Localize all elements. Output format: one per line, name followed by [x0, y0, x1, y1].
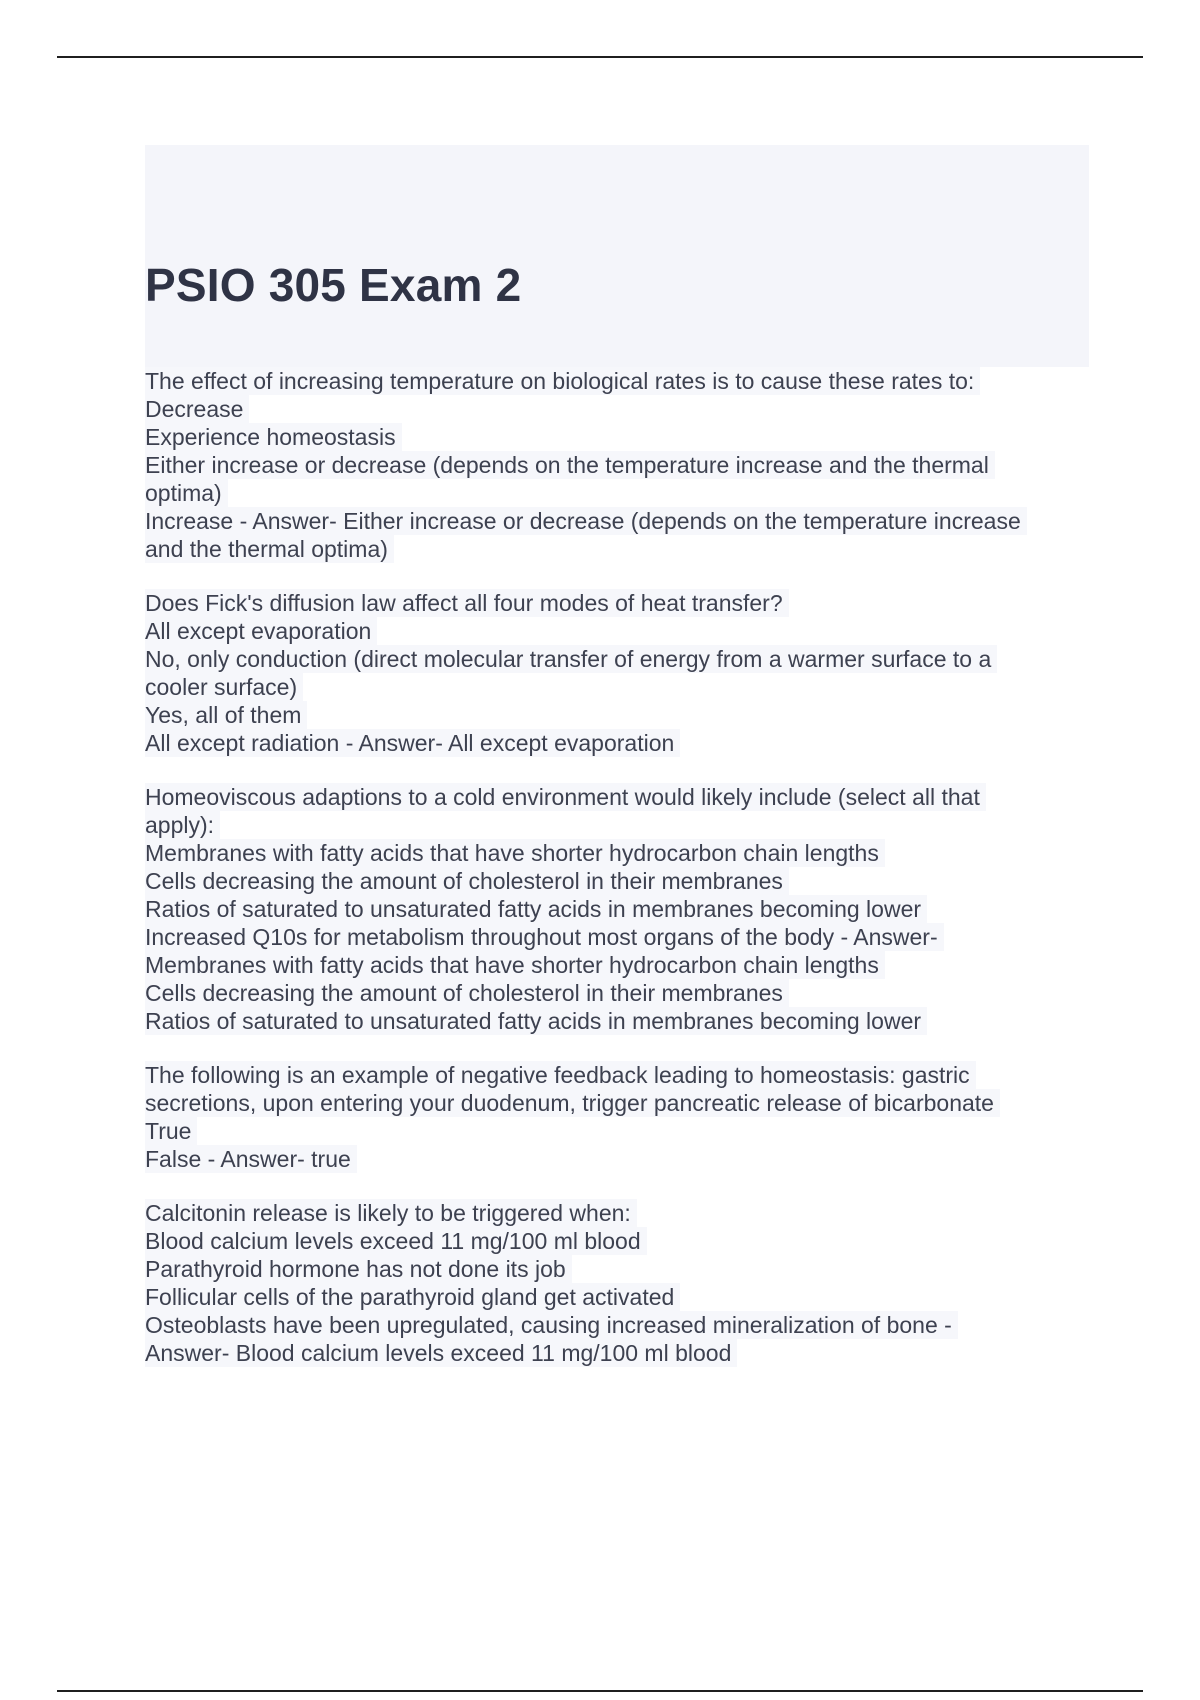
- answer-option: No, only conduction (direct molecular transfer of energy from a warmer surface to a: [145, 645, 997, 673]
- question-text: Homeoviscous adaptions to a cold environment would likely include (select all that: [145, 783, 986, 811]
- answer-option: cooler surface): [145, 673, 303, 701]
- answer-option: Cells decreasing the amount of cholesterol in their membranes: [145, 867, 789, 895]
- answer-option: Blood calcium levels exceed 11 mg/100 ml blood: [145, 1227, 647, 1255]
- answer-option: Experience homeostasis: [145, 423, 402, 451]
- question-text: Calcitonin release is likely to be triggered when:: [145, 1199, 637, 1227]
- question-block: [145, 1199, 1095, 1367]
- question-text: Does Fick's diffusion law affect all four modes of heat transfer?: [145, 589, 789, 617]
- answer-option: All except evaporation: [145, 617, 377, 645]
- answer-option: optima): [145, 479, 228, 507]
- answer-key: Membranes with fatty acids that have shorter hydrocarbon chain lengths: [145, 951, 885, 979]
- question-text: secretions, upon entering your duodenum, trigger pancreatic release of bicarbonate: [145, 1089, 1000, 1117]
- answer-key: False - Answer- true: [145, 1145, 357, 1173]
- question-text: The following is an example of negative feedback leading to homeostasis: gastric: [145, 1061, 976, 1089]
- question-text: The effect of increasing temperature on biological rates is to cause these rates to:: [145, 367, 980, 395]
- question-text: apply):: [145, 811, 220, 839]
- answer-key: and the thermal optima): [145, 535, 394, 563]
- answer-option: Decrease: [145, 395, 249, 423]
- answer-key: Ratios of saturated to unsaturated fatty acids in membranes becoming lower: [145, 1007, 927, 1035]
- question-block: [145, 1061, 1095, 1173]
- document-title: PSIO 305 Exam 2: [145, 259, 522, 311]
- answer-option: True: [145, 1117, 197, 1145]
- answer-option: Osteoblasts have been upregulated, causing increased mineralization of bone -: [145, 1311, 958, 1339]
- question-block: [145, 367, 1095, 563]
- answer-option: Yes, all of them: [145, 701, 307, 729]
- answer-key: Cells decreasing the amount of cholesterol in their membranes: [145, 979, 789, 1007]
- answer-option: Either increase or decrease (depends on the temperature increase and the thermal: [145, 451, 995, 479]
- question-block: [145, 783, 1095, 1035]
- answer-option: Ratios of saturated to unsaturated fatty acids in membranes becoming lower: [145, 895, 927, 923]
- answer-key: All except radiation - Answer- All except evaporation: [145, 729, 680, 757]
- page-top-rule: [57, 56, 1143, 58]
- answer-option: Membranes with fatty acids that have shorter hydrocarbon chain lengths: [145, 839, 885, 867]
- answer-key: Increased Q10s for metabolism throughout most organs of the body - Answer-: [145, 923, 944, 951]
- answer-option: Parathyroid hormone has not done its job: [145, 1255, 572, 1283]
- answer-key: Increase - Answer- Either increase or decrease (depends on the temperature increase: [145, 507, 1027, 535]
- question-block: [145, 589, 1095, 757]
- answer-option: Follicular cells of the parathyroid gland get activated: [145, 1283, 680, 1311]
- page-bottom-rule: [57, 1690, 1143, 1692]
- answer-key: Answer- Blood calcium levels exceed 11 mg/100 ml blood: [145, 1339, 737, 1367]
- question-list: [145, 367, 1095, 1393]
